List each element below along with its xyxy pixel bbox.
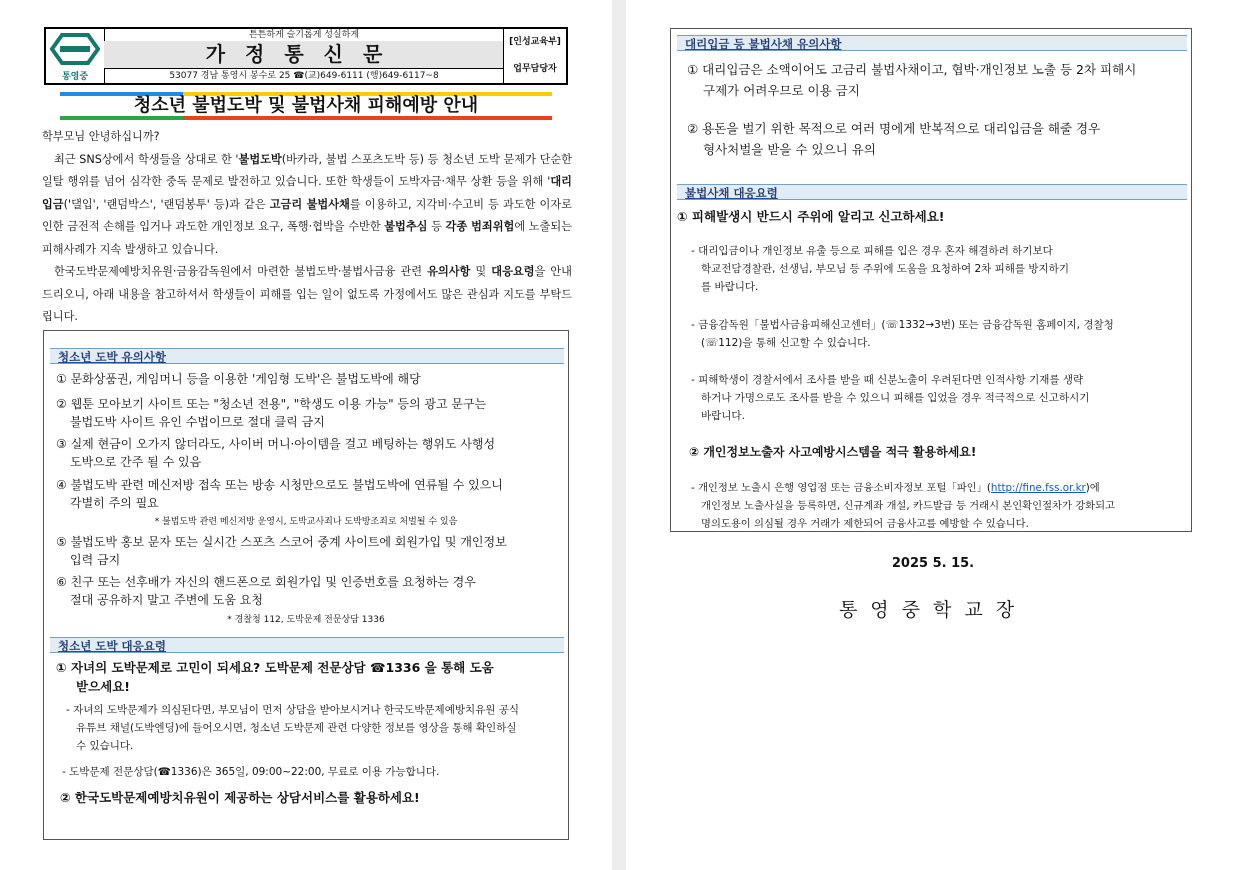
item-text: 불법도박 관련 메신저방 접속 또는 방송 시청만으로도 불법도박에 연류될 수 있으니 <box>70 478 503 492</box>
loan-response-item-2: ② 개인정보노출자 사고예방시스템을 적극 활용하세요! <box>689 445 977 459</box>
bold-span: 불법추심 <box>384 220 428 233</box>
detail-line: - 금융감독원「불법사금융피해신고센터」(☏1332→3번) 또는 금융감독원 홈페이지, 경찰청 <box>691 319 1114 331</box>
detail-line: 를 바랍니다. <box>701 281 759 293</box>
section-heading-text: 청소년 도박 대응요령 <box>58 639 166 653</box>
greeting: 학부모님 안녕하십니까? <box>42 130 160 143</box>
item-text: ② 용돈을 벌기 위한 목적으로 여러 명에게 반복적으로 대리입금을 해줄 경우 <box>687 121 1101 136</box>
response-detail-1 <box>66 701 566 755</box>
header-dept <box>503 29 566 83</box>
item-text-cont: 형사처벌을 받을 수 있으니 유의 <box>703 142 876 157</box>
item-number: ④ <box>56 478 67 492</box>
loan-response-detail-2 <box>691 316 1187 352</box>
school-address: 53077 경남 통영시 봉수로 25 ☎(교)649-6111 (행)649-6117~8 <box>169 71 439 81</box>
detail-line: 개인정보 노출사실을 등록하면, 신규계좌 개설, 카드발급 등 거래시 본인확인절차가 강화되고 <box>701 500 1115 512</box>
caution-item-5 <box>56 533 564 569</box>
detail-line: 유튜브 채널(도박엔딩)에 들어오시면, 청소년 도박문제 관련 다양한 정보를 영상을 통해 확인하실 <box>76 722 517 734</box>
detail-line: 명의도용이 의심될 경우 거래가 제한되어 금융사고를 예방할 수 있습니다. <box>701 518 1029 530</box>
section-heading-text: 대리입금 등 불법사채 유의사항 <box>685 37 842 51</box>
loan-caution-item-1 <box>687 59 1187 101</box>
caution-item-3 <box>56 435 564 471</box>
item-text-cont: 불법도박 사이트 유인 수법이므로 절대 클릭 금지 <box>70 415 325 429</box>
text-span: 한국도박문제예방치유원·금융감독원에서 마련한 불법도박·불법사금융 관련 <box>54 265 428 278</box>
page-gutter <box>612 0 626 870</box>
text-span: 을 안내드리오니, 아래 내용을 참고하셔서 학생들이 피해를 입는 일이 없도록 가정에서도 많은 관심과 지도를 부탁드립니다. <box>42 265 572 323</box>
section-heading-loan-response <box>677 184 1187 200</box>
text-span: 및 <box>470 265 492 278</box>
item-number: ⑥ <box>56 575 67 589</box>
item-text-cont: 도박으로 간주 될 수 있음 <box>70 455 202 469</box>
right-page <box>626 0 1240 870</box>
item-text-cont: 입력 금지 <box>70 553 121 567</box>
caution-item-4 <box>56 476 564 512</box>
detail-line: 하거나 가명으로도 조사를 받을 수 있으니 피해를 입었을 경우 적극적으로 신고하시기 <box>701 392 1090 404</box>
newsletter-title: 가정통신문 <box>104 41 504 69</box>
item-text: 자녀의 도박문제로 고민이 되세요? 도박문제 전문상담 ☎1336 을 통해 도움 <box>70 660 494 675</box>
item-text-cont: 받으세요! <box>76 679 131 694</box>
caution-item-6 <box>56 573 564 609</box>
detail-line: 수 있습니다. <box>76 740 134 752</box>
item-text-cont: 각별히 주의 필요 <box>70 496 159 510</box>
bold-span: 유의사항 <box>427 265 471 278</box>
text-span: (바카라, 불법 스포츠도박 등) 등 청소년 도박 문제가 단순한 일탈 행위를 넘어 심각한 중독 문제로 발전하고 있습니다. 또한 학생들이 도박자금·채무 상환 등을 위해 ' <box>42 152 572 188</box>
detail-line: 학교전담경찰관, 선생님, 부모님 등 주위에 도움을 요청하여 2차 피해를 방지하기 <box>701 263 1069 275</box>
school-logo <box>46 29 105 83</box>
loan-response-detail-4 <box>691 479 1189 533</box>
item-text: 불법도박 홍보 문자 또는 실시간 스포츠 스코어 중계 사이트에 회원가입 및 개인정보 <box>70 535 507 549</box>
section-heading-gambling-response <box>50 637 564 653</box>
item-number: ① <box>56 372 67 386</box>
bold-span: 각종 범죄위험 <box>445 220 515 233</box>
logo-text: 통영중 <box>61 72 89 82</box>
title-bar-bottom <box>60 116 552 120</box>
caution-item-2 <box>56 395 564 431</box>
response-item-1 <box>56 658 566 696</box>
loan-response-detail-3 <box>691 371 1187 425</box>
dept-name: [인성교육부] <box>509 37 561 47</box>
intro-paragraph-2 <box>42 261 572 329</box>
footnote-penalty: * 불법도박 관련 메신저방 운영시, 도박교사죄나 도박방조죄로 처벌될 수 있음 <box>154 517 458 527</box>
detail-line: (☏112)을 통해 신고할 수 있습니다. <box>701 337 871 349</box>
item-text: 친구 또는 선후배가 자신의 핸드폰으로 회원가입 및 인증번호를 요청하는 경우 <box>70 575 476 589</box>
text-span: 를 이용하고, 지각비·수고비 등 과도한 이자로 인한 금전적 손해를 입거나 과도한 개인정보 요구, 폭행·협박을 수반한 <box>42 197 572 233</box>
footnote-hotline: * 경찰청 112, 도박문제 전문상담 1336 <box>227 615 385 625</box>
bold-span: 고금리 불법사채 <box>269 197 350 211</box>
bold-span: 불법도박 <box>238 152 282 166</box>
detail-line: - 피해학생이 경찰서에서 조사를 받을 때 신분노출이 우려된다면 인적사항 기재를 생략 <box>691 374 1084 386</box>
item-number: ③ <box>56 437 67 451</box>
school-motto: 튼튼하게 슬기롭게 성실하게 <box>104 29 504 42</box>
issue-date: 2025 5. 15. <box>891 556 975 571</box>
contact-label: 업무담당자 <box>513 64 557 74</box>
intro-paragraph-1 <box>42 149 572 262</box>
detail-line: - 자녀의 도박문제가 의심된다면, 부모님이 먼저 상담을 받아보시거나 한국도박문제예방치유원 공식 <box>66 704 520 716</box>
item-text: 실제 현금이 오가지 않더라도, 사이버 머니·아이템을 걸고 베팅하는 행위도 사행성 <box>70 437 496 451</box>
section-heading-gambling-caution <box>50 348 564 364</box>
item-number: ⑤ <box>56 535 67 549</box>
response-detail-2: - 도박문제 전문상담(☎1336)은 365일, 09:00~22:00, 무료로 이용 가능합니다. <box>62 766 440 778</box>
detail-line: - 개인정보 노출시 은행 영업점 또는 금융소비자정보 포털「파인」( <box>691 482 991 494</box>
loan-info-box <box>670 28 1192 532</box>
response-item-2: ② 한국도박문제예방치유원이 제공하는 상담서비스를 활용하세요! <box>60 790 420 805</box>
newsletter-header <box>44 27 568 85</box>
item-text-cont: 절대 공유하지 말고 주변에 도움 요청 <box>70 593 263 607</box>
item-text: ① 대리입금은 소액이어도 고금리 불법사채이고, 협박·개인정보 노출 등 2차 피해시 <box>687 62 1137 77</box>
loan-caution-item-2 <box>687 118 1187 160</box>
intro-text <box>42 126 572 329</box>
principal-signature: 통영중학교장 <box>838 599 1028 621</box>
fine-portal-link[interactable]: http://fine.fss.or.kr <box>990 482 1086 494</box>
item-number: ② <box>56 397 67 411</box>
bold-span: 대응요령 <box>491 265 535 278</box>
detail-line: )에 <box>1085 482 1100 494</box>
bold-span: 대리입금 <box>42 175 572 211</box>
main-title-banner <box>60 92 552 120</box>
section-heading-text: 청소년 도박 유의사항 <box>58 350 166 364</box>
loan-response-item-1: ① 피해발생시 반드시 주위에 알리고 신고하세요! <box>677 209 945 224</box>
item-text: 문화상품권, 게임머니 등을 이용한 '게임형 도박'은 불법도박에 해당 <box>70 372 421 386</box>
main-title: 청소년 불법도박 및 불법사채 피해예방 안내 <box>60 96 552 116</box>
gambling-info-box <box>43 330 569 840</box>
item-number: ① <box>56 660 67 675</box>
section-heading-text: 불법사채 대응요령 <box>685 186 778 200</box>
text-span: 에 노출되는 피해사례가 지속 발생하고 있습니다. <box>42 220 572 256</box>
section-heading-loan-caution <box>677 35 1187 51</box>
text-span: 최근 SNS상에서 학생들을 상대로 한 ' <box>54 152 239 166</box>
text-span: 등 <box>427 220 446 233</box>
left-page <box>0 0 612 870</box>
loan-response-detail-1 <box>691 242 1187 296</box>
school-emblem-icon <box>46 29 104 71</box>
text-span: ('댈입', '랜덤박스', '랜덤봉투' 등)과 같은 <box>63 197 270 211</box>
detail-line: 바랍니다. <box>701 410 745 422</box>
caution-item-1 <box>56 370 564 388</box>
item-text-cont: 구제가 어려우므로 이용 금지 <box>703 83 860 98</box>
header-center <box>104 29 504 83</box>
item-text: 웹툰 모아보기 사이트 또는 "청소년 전용", "학생도 이용 가능" 등의 광고 문구는 <box>70 397 487 411</box>
detail-line: - 대리입금이나 개인정보 유출 등으로 피해를 입은 경우 혼자 해결하려 하기보다 <box>691 245 1053 257</box>
